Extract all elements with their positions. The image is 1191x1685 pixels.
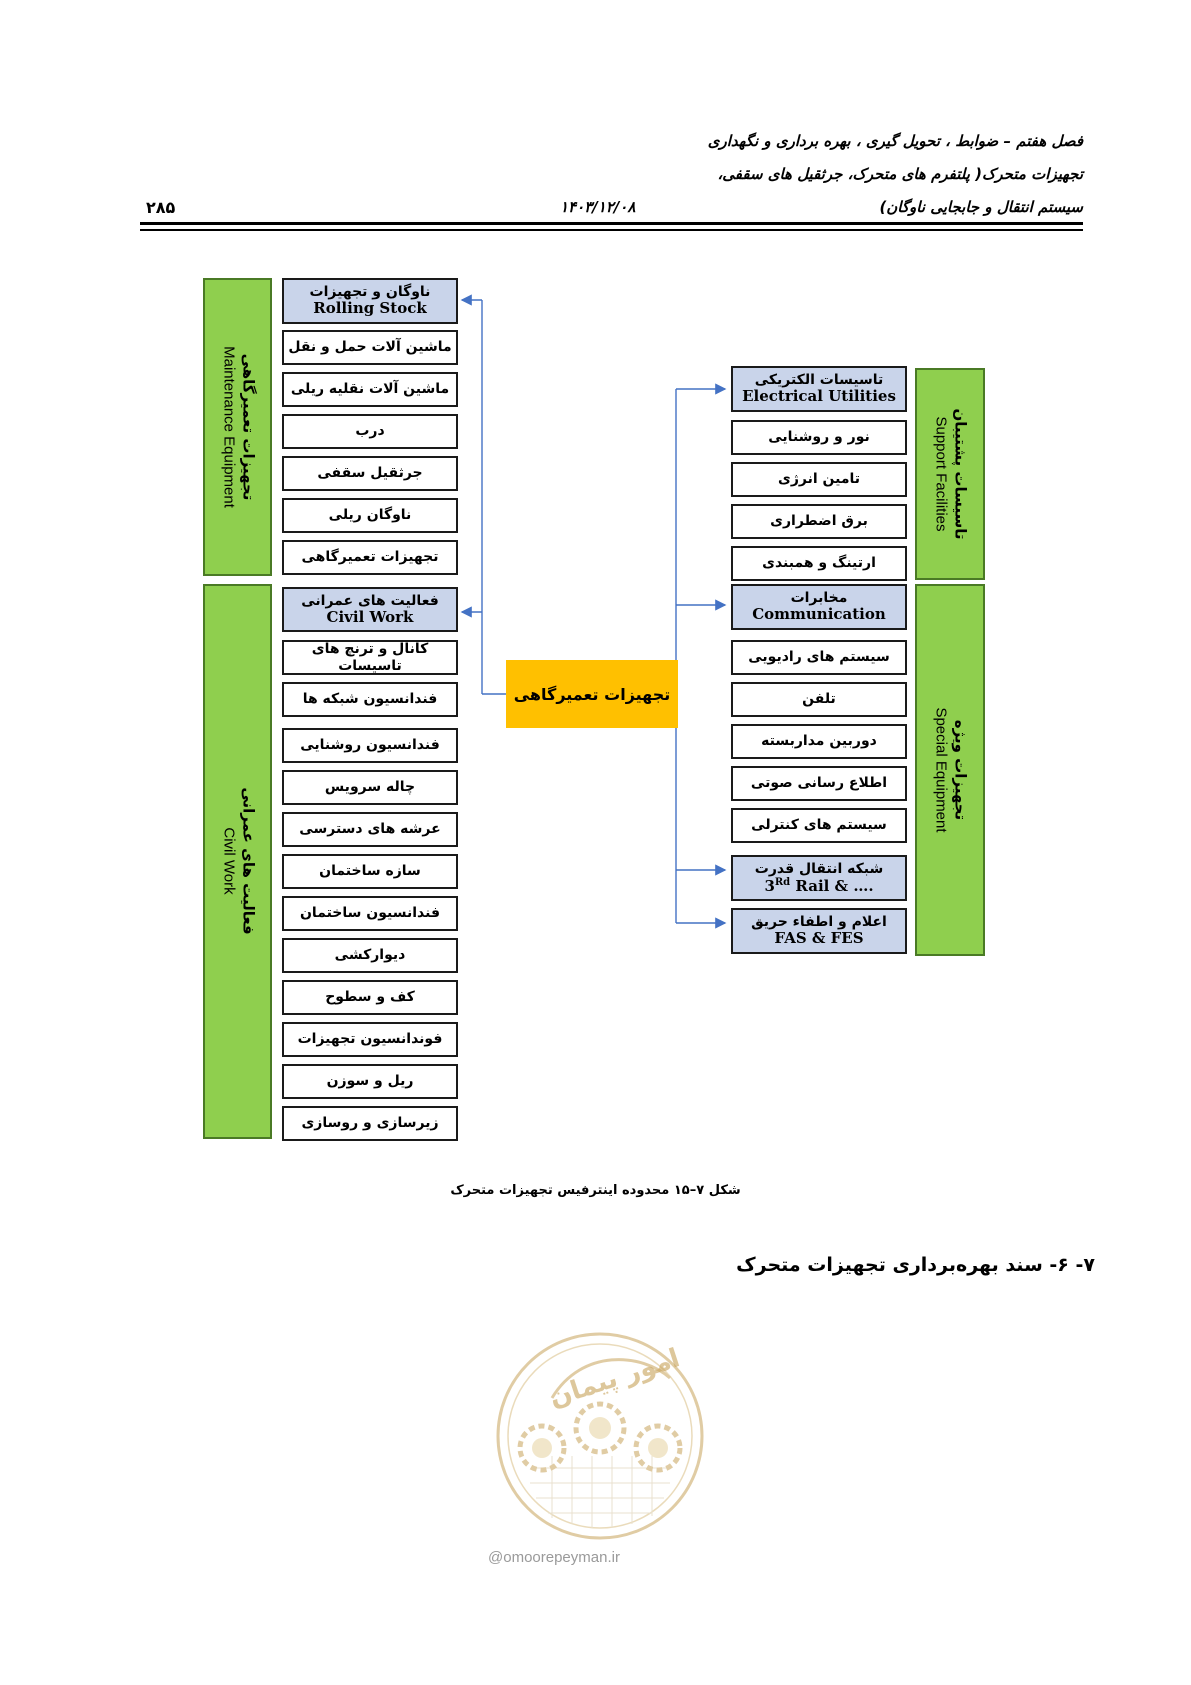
label-maintenance-equipment: تجهیزات تعمیرگاهی Maintenance Equipment (220, 346, 258, 508)
section-heading: ۷- ۶- سند بهره‌برداری تجهیزات متحرک (736, 1254, 1095, 1276)
header-subtitle-line-2: تجهیزات متحرک( پلتفرم های متحرک، جرثقیل های سقفی، (717, 165, 1083, 183)
box-item: تامین انرژی (731, 462, 907, 497)
box-item: عرشه های دسترسی (282, 812, 458, 847)
box-item: تجهیزات تعمیرگاهی (282, 540, 458, 575)
label-special-equipment: تجهیزات ویژه Special Equipment (932, 707, 970, 833)
box-item: سازه ساختمان (282, 854, 458, 889)
box-item: ماشین آلات حمل و نقل (282, 330, 458, 365)
box-item: کانال و ترنچ های تاسیسات (282, 640, 458, 675)
box-item: ارتینگ و همبندی (731, 546, 907, 581)
box-item: ناوگان ریلی (282, 498, 458, 533)
box-item: چاله سرویس (282, 770, 458, 805)
center-node-workshop-equipment: تجهیزات تعمیرگاهی (506, 660, 678, 728)
box-rolling-stock: ناوگان و تجهیزات Rolling Stock (282, 278, 458, 324)
header-date: ۱۴۰۳/۱۲/۰۸ (560, 198, 636, 216)
watermark-url: @omoorepeyman.ir (488, 1549, 620, 1566)
box-electrical-utilities: تاسیسات الکتریکی Electrical Utilities (731, 366, 907, 412)
box-item: فندانسیون ساختمان (282, 896, 458, 931)
box-item: کف و سطوح (282, 980, 458, 1015)
box-item: تلفن (731, 682, 907, 717)
box-item: درب (282, 414, 458, 449)
box-item: اطلاع رسانی صوتی (731, 766, 907, 801)
page-number: ۲۸۵ (146, 198, 176, 217)
box-item: دوربین مداربسته (731, 724, 907, 759)
box-item: فندانسیون روشنایی (282, 728, 458, 763)
box-item: برق اضطراری (731, 504, 907, 539)
header-subtitle-line-3: سیستم انتقال و جابجایی ناوگان) (879, 198, 1083, 216)
figure-caption: شکل ۷–۱۵ محدوده اینترفیس تجهیزات متحرک (450, 1183, 741, 1198)
header-chapter-title: فصل هفتم – ضوابط ، تحویل گیری ، بهره برداری و نگهداری (707, 132, 1083, 150)
box-item: نور و روشنایی (731, 420, 907, 455)
box-item: ریل و سوزن (282, 1064, 458, 1099)
label-support-facilities: تاسیسات پشتیبان Support Facilities (932, 408, 970, 540)
label-civil-work: فعالیت های عمرانی Civil Work (220, 787, 258, 935)
box-communication: مخابرات Communication (731, 584, 907, 630)
box-item: فوندانسیون تجهیزات (282, 1022, 458, 1057)
box-fire-alarm: اعلام و اطفاء حریق FAS & FES (731, 908, 907, 954)
watermark-logo (492, 1328, 708, 1544)
box-item: زیرسازی و روسازی (282, 1106, 458, 1141)
box-item: سیستم های کنترلی (731, 808, 907, 843)
box-item: فندانسیون شبکه ها (282, 682, 458, 717)
box-item: ماشین آلات نقلیه ریلی (282, 372, 458, 407)
box-item: جرثقیل سقفی (282, 456, 458, 491)
watermark-logo-text: امور پیمان (545, 1343, 684, 1414)
box-civil-work: فعالیت های عمرانی Civil Work (282, 587, 458, 632)
box-item: دیوارکشی (282, 938, 458, 973)
box-power-transmission: شبکه انتقال قدرت 3Rd Rail & …. (731, 855, 907, 901)
box-item: سیستم های رادیویی (731, 640, 907, 675)
